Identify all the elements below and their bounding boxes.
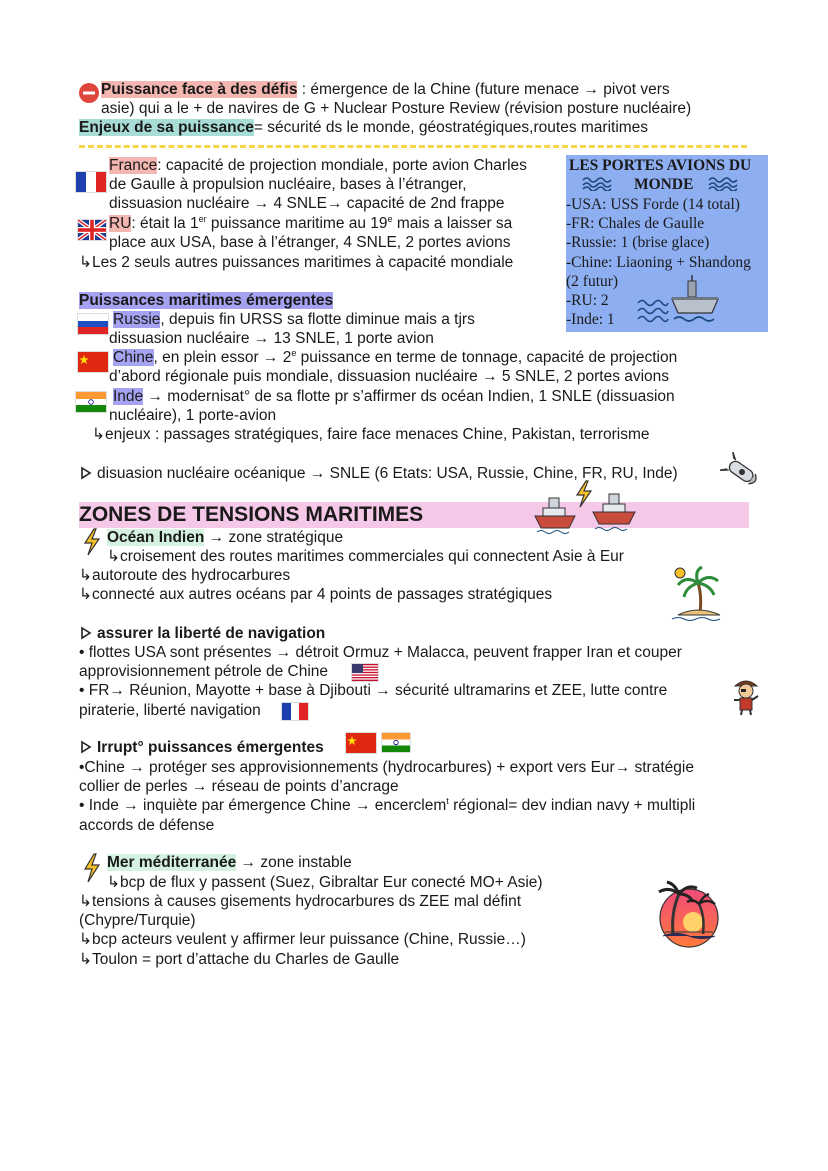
pirate-icon <box>731 676 761 721</box>
uk-flag-icon <box>78 220 106 240</box>
ship-icon <box>591 490 637 537</box>
emergentes-title: Puissances maritimes émergentes <box>79 292 334 309</box>
china-flag-icon <box>78 352 108 372</box>
france-flag-icon <box>282 703 308 720</box>
france-label: France <box>109 157 158 174</box>
ru-line-2: place aux USA, base à l’étranger, 4 SNLE, 2 portes avions <box>109 234 511 251</box>
france-line-3: dissuasion nucléaire → 4 SNLE→ capacité de 2nd frappe <box>109 195 505 212</box>
france-line-2: de Gaulle à propulsion nucléaire, bases à l’étranger, <box>109 176 467 193</box>
irrupt-line-1: •Chine → protéger ses approvisionnements (hydrocarbures) + export vers Eur→ stratégie <box>79 759 694 776</box>
russie-line-1: Russie, depuis fin URSS sa flotte diminue mais a tjrs <box>113 311 475 328</box>
usa-flag-icon <box>352 664 378 681</box>
indien-label: Océan Indien <box>107 529 205 546</box>
chine-label: Chine <box>113 349 154 366</box>
ship-icon <box>533 494 577 539</box>
med-line-3: (Chypre/Turquie) <box>79 912 196 929</box>
waves-icon <box>708 175 738 196</box>
lightning-icon <box>82 528 102 561</box>
dashed-divider <box>79 145 747 148</box>
irrupt-title: Irrupt° puissances émergentes <box>97 739 324 756</box>
france-line-1: France: capacité de projection mondiale, porte avion Charles <box>109 157 527 174</box>
enjeux-label: Enjeux de sa puissance <box>79 119 254 136</box>
inde-line-1: Inde → modernisat° de sa flotte pr s’affirmer ds océan Indien, 1 SNLE (dissuasion <box>113 388 675 405</box>
russie-label: Russie <box>113 311 161 328</box>
defis-line-1: Puissance face à des défis : émergence de la Chine (future menace → pivot vers <box>101 81 670 98</box>
box-item: -Chine: Liaoning + Shandong <box>566 254 751 271</box>
zones-title: ZONES DE TENSIONS MARITIMES <box>79 503 424 526</box>
inde-label: Inde <box>113 388 144 405</box>
box-title-1: LES PORTES AVIONS DU <box>569 157 752 174</box>
box-item: -Inde: 1 <box>566 311 615 328</box>
waves-icon <box>582 175 612 196</box>
box-title-2: MONDE <box>634 176 694 193</box>
irrupt-line-4: accords de défense <box>79 817 215 834</box>
arrow-right-icon <box>79 466 93 485</box>
irrupt-line-2: collier de perles → réseau de points d’ancrage <box>79 778 399 795</box>
med-line-4: ↳bcp acteurs veulent y affirmer leur puissance (Chine, Russie…) <box>79 931 526 948</box>
ru-label: RU <box>109 215 132 232</box>
box-item: -RU: 2 <box>566 292 609 309</box>
france-flag-icon <box>76 172 106 192</box>
arrow-right-icon <box>79 740 93 759</box>
indien-line: Océan Indien → zone stratégique <box>107 529 344 546</box>
lightning-icon <box>82 853 102 888</box>
indien-line-2: ↳autoroute des hydrocarbures <box>79 567 291 584</box>
ru-line-1: RU: était la 1er puissance maritime au 19e mais a laisser sa <box>109 213 513 232</box>
defis-line-2: asie) qui a le + de navires de G + Nuclear Posture Review (révision posture nucléaire) <box>101 100 692 117</box>
box-item: -USA: USS Forde (14 total) <box>566 196 740 213</box>
liberte-line-2: approvisionnement pétrole de Chine <box>79 663 329 680</box>
liberte-title: assurer la liberté de navigation <box>97 625 326 642</box>
dissuasion-line: disuasion nucléaire océanique → SNLE (6 Etats: USA, Russie, Chine, FR, RU, Inde) <box>97 465 678 482</box>
box-item: -FR: Chales de Gaulle <box>566 215 705 232</box>
liberte-line-4: piraterie, liberté navigation <box>79 702 261 719</box>
ru-line-3: ↳Les 2 seuls autres puissances maritimes à capacité mondiale <box>79 254 514 271</box>
chine-line-2: d’abord régionale puis mondiale, dissuasion nucléaire → 5 SNLE, 2 portes avions <box>109 368 670 385</box>
defis-label: Puissance face à des défis <box>101 81 298 98</box>
sunset-palm-icon <box>657 876 721 953</box>
china-flag-icon <box>346 733 376 753</box>
med-line: Mer méditerranée → zone instable <box>107 854 352 871</box>
enjeux-emergentes: ↳enjeux : passages stratégiques, faire face menaces Chine, Pakistan, terrorisme <box>92 426 650 443</box>
liberte-line-1: • flottes USA sont présentes → détroit Ormuz + Malacca, peuvent frapper Iran et couper <box>79 644 682 661</box>
russia-flag-icon <box>78 314 108 334</box>
indien-line-1: ↳croisement des routes maritimes commerciales qui connectent Asie à Eur <box>107 548 624 565</box>
missile-icon <box>720 452 764 497</box>
med-line-5: ↳Toulon = port d’attache du Charles de Gaulle <box>79 951 400 968</box>
inde-line-2: nucléaire), 1 porte-avion <box>109 407 277 424</box>
waves-icon <box>636 295 670 330</box>
chine-line-1: Chine, en plein essor → $2^e$ puissance en terme de tonnage, capacité de projection <box>113 347 678 366</box>
minus-circle-icon <box>78 82 100 104</box>
enjeux-line: Enjeux de sa puissance= sécurité ds le monde, géostratégiques,routes maritimes <box>79 119 649 136</box>
box-item: (2 futur) <box>566 273 619 290</box>
india-flag-icon <box>76 392 106 412</box>
irrupt-line-3: • Inde → inquiète par émergence Chine → encerclem$^t$ régional= dev indian navy + multipli <box>79 795 696 814</box>
island-palm-icon <box>670 563 726 626</box>
med-label: Mer méditerranée <box>107 854 237 871</box>
india-flag-icon <box>382 733 410 752</box>
aircraft-carriers-box <box>566 155 768 332</box>
aircraft-carrier-icon <box>670 275 720 330</box>
liberte-line-3: • FR→ Réunion, Mayotte + base à Djibouti → sécurité ultramarins et ZEE, lutte contre <box>79 682 668 699</box>
russie-line-2: dissuasion nucléaire → 13 SNLE, 1 porte avion <box>109 330 434 347</box>
indien-line-3: ↳connecté aux autres océans par 4 points de passages stratégiques <box>79 586 553 603</box>
med-line-1: ↳bcp de flux y passent (Suez, Gibraltar Eur conecté MO+ Asie) <box>107 874 543 891</box>
med-line-2: ↳tensions à causes gisements hydrocarbures ds ZEE mal défint <box>79 893 522 910</box>
box-item: -Russie: 1 (brise glace) <box>566 234 710 251</box>
